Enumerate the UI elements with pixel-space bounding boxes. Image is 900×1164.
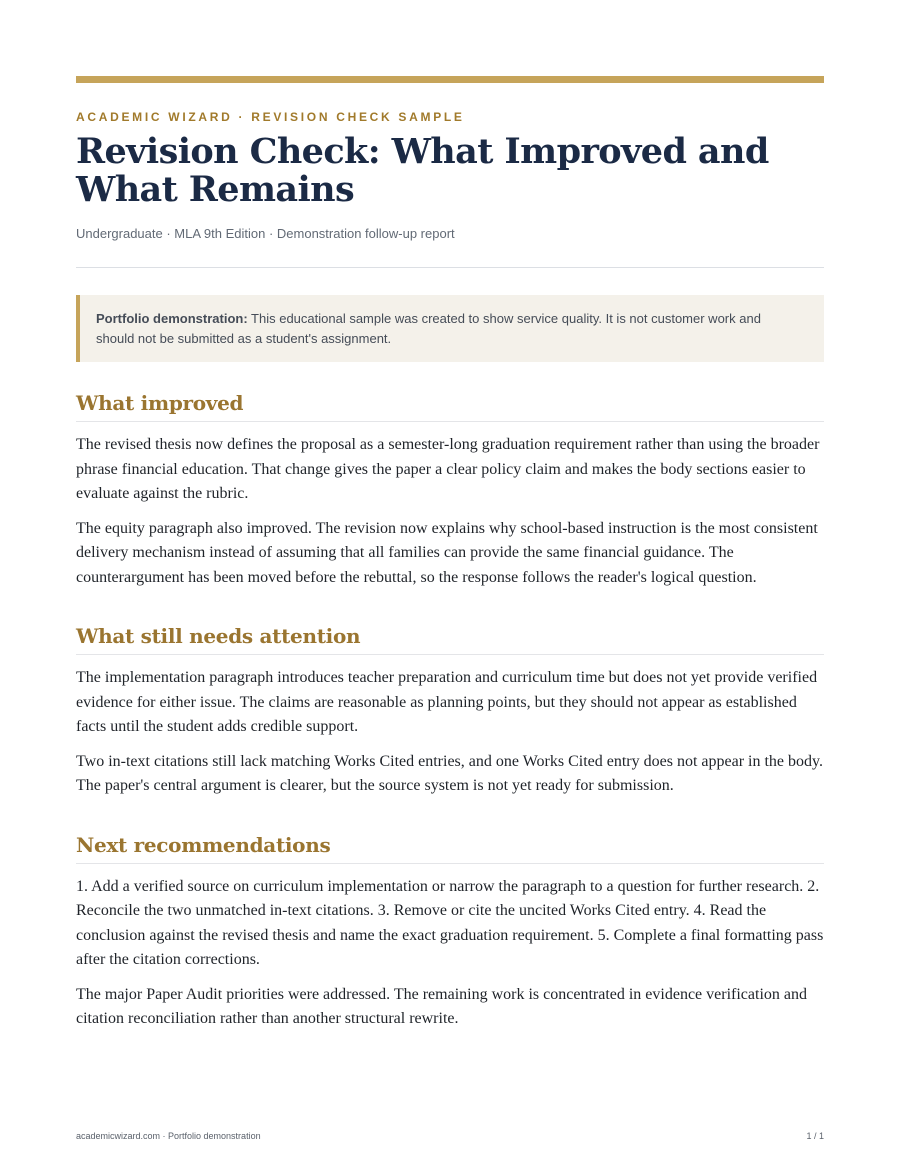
document-kicker: ACADEMIC WIZARD · REVISION CHECK SAMPLE xyxy=(76,110,465,124)
document-title: Revision Check: What Improved and What Remains xyxy=(76,131,769,210)
footer-site-label: academicwizard.com · Portfolio demonstration xyxy=(76,1131,261,1141)
document-page xyxy=(76,76,824,1032)
section-what-improved xyxy=(76,391,824,590)
section-paragraph: The revised thesis now defines the proposal as a semester-long graduation requirement rather than using the broader phrase financial education. That change gives the paper a clear policy claim and makes the body sections easier to evaluate against the rubric. xyxy=(76,436,820,502)
top-accent-rule xyxy=(76,76,824,83)
notice-text: This educational sample was created to show service quality. It is not customer work and should not be submitted as a student's assignment. xyxy=(96,311,761,346)
notice-label: Portfolio demonstration: xyxy=(96,311,248,326)
document-meta: Undergraduate · MLA 9th Edition · Demonstration follow-up report xyxy=(76,226,455,241)
section-heading: What improved xyxy=(76,391,824,422)
section-paragraph: The major Paper Audit priorities were addressed. The remaining work is concentrated in evidence verification and citation reconciliation rather than another structural rewrite. xyxy=(76,985,807,1027)
section-paragraph: The implementation paragraph introduces teacher preparation and curriculum time but does not yet provide verified evidence for either issue. The claims are reasonable as planning points, but they should not appear as established facts until the student adds credible support. xyxy=(76,669,818,735)
footer-page-number: 1 / 1 xyxy=(806,1131,824,1141)
portfolio-notice xyxy=(76,295,824,362)
section-paragraph: 1. Add a verified source on curriculum implementation or narrow the paragraph to a question for further research. 2. Reconcile the two unmatched in-text citations. 3. Remove or cite the uncited Works Cited entry. 4. Read the conclusion against the revised thesis and name the exact graduation requirement. 5. Complete a final formatting pass after the citation corrections. xyxy=(76,877,824,968)
section-next-recommendations xyxy=(76,833,824,1032)
section-paragraph: The equity paragraph also improved. The revision now explains why school-based instruction is the most consistent delivery mechanism instead of assuming that all families can provide the same financial guidance. The counterargument has been moved before the rebuttal, so the response follows the reader's logical question. xyxy=(76,519,818,586)
section-needs-attention xyxy=(76,624,824,799)
section-heading: What still needs attention xyxy=(76,624,824,655)
header-divider xyxy=(76,267,824,268)
section-heading: Next recommendations xyxy=(76,833,824,864)
section-paragraph: Two in-text citations still lack matching Works Cited entries, and one Works Cited entry does not appear in the body. The paper's central argument is clearer, but the source system is not yet ready for submission. xyxy=(76,752,823,794)
